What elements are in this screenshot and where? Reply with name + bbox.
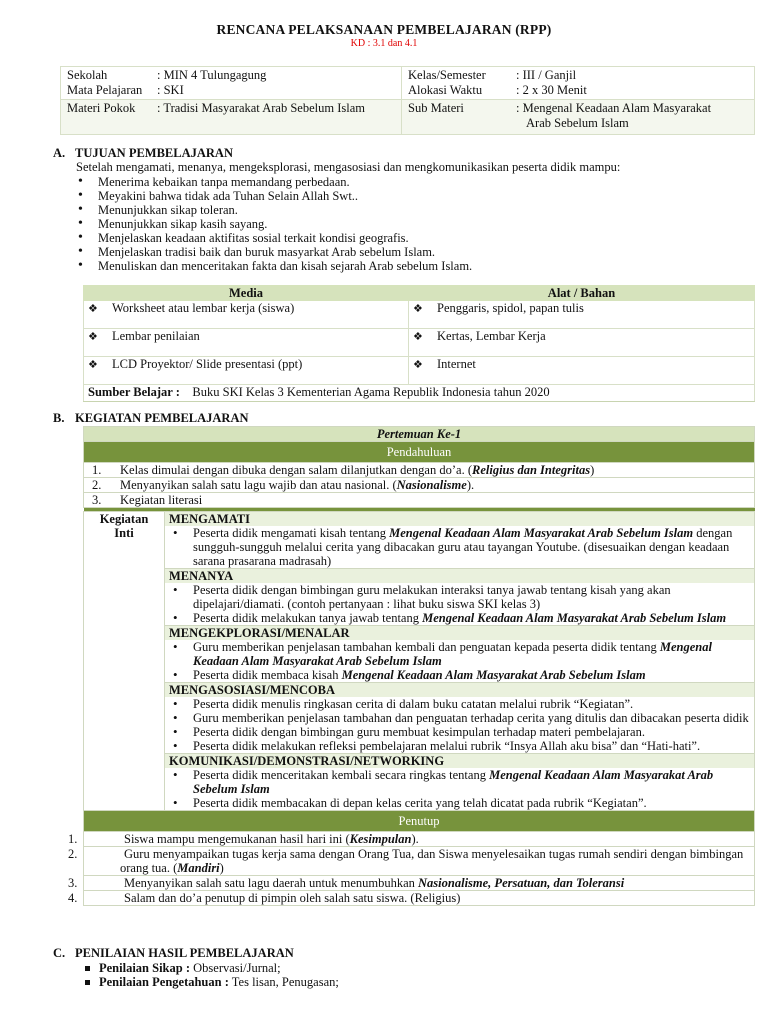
list-item: • Peserta didik menceritakan kembali secara ringkas tentang Mengenal Keadaan Alam Masyarakat Arab Sebelum Islam xyxy=(165,768,754,796)
mapel-value: : SKI xyxy=(157,83,184,97)
diamond-bullet-icon: ❖ xyxy=(88,303,98,315)
kegiatan-inti-content xyxy=(165,512,755,811)
alokasi-value: : 2 x 30 Menit xyxy=(516,83,587,97)
section-a-letter: A. xyxy=(53,146,66,160)
cell-text: Worksheet atau lembar kerja (siswa) xyxy=(112,301,295,315)
section-c-title: PENILAIAN HASIL PEMBELAJARAN xyxy=(75,946,294,960)
inti-label-1: Kegiatan xyxy=(99,512,149,526)
penutup-item-4: 4. Salam dan do’a penutup di pimpin oleh salah satu siswa. (Religius) xyxy=(84,891,755,906)
sumber-value: Buku SKI Kelas 3 Kementerian Agama Republik Indonesia tahun 2020 xyxy=(192,385,550,399)
penutup-item-1: 1. Siswa mampu mengemukanan hasil hari ini (Kesimpulan). xyxy=(84,832,755,847)
media-cell xyxy=(84,301,409,329)
sekolah-label: Sekolah xyxy=(67,68,108,82)
eksplorasi-list xyxy=(165,640,754,682)
diamond-bullet-icon: ❖ xyxy=(413,331,423,343)
materi-value: : Tradisi Masyarakat Arab Sebelum Islam xyxy=(157,101,365,115)
inti-label-2: Inti xyxy=(114,526,134,540)
cell-text: Penggaris, spidol, papan tulis xyxy=(437,301,584,315)
table-row xyxy=(84,357,755,385)
tujuan-list xyxy=(76,175,756,273)
media-cell xyxy=(84,357,409,385)
sub-label: Sub Materi xyxy=(408,101,464,115)
sub-value-1: : Mengenal Keadaan Alam Masyarakat xyxy=(516,101,712,115)
section-a-heading xyxy=(53,146,233,161)
stage-menanya: MENANYA xyxy=(165,568,754,583)
media-header: Media xyxy=(84,286,409,301)
section-a-title: TUJUAN PEMBELAJARAN xyxy=(75,146,233,160)
penilaian-pengetahuan: Penilaian Pengetahuan : Tes lisan, Penugasan; xyxy=(83,975,753,989)
list-item: • Peserta didik membaca kisah Mengenal Keadaan Alam Masyarakat Arab Sebelum Islam xyxy=(165,668,754,682)
penilaian-list xyxy=(83,961,753,989)
list-item: • Peserta didik melakukan tanya jawab tentang Mengenal Keadaan Alam Masyarakat Arab Sebelum Islam xyxy=(165,611,754,625)
kelas-value: : III / Ganjil xyxy=(516,68,577,82)
stage-komunikasi: KOMUNIKASI/DEMONSTRASI/NETWORKING xyxy=(165,753,754,768)
kd-subtitle: KD : 3.1 dan 4.1 xyxy=(350,38,418,49)
penutup-item-3: 3. Menyanyikan salah satu lagu daerah untuk menumbuhkan Nasionalisme, Persatuan, dan Toleransi xyxy=(84,876,755,891)
list-item: • Peserta didik membacakan di depan kelas cerita yang telah dicatat pada rubrik “Kegiatan”. xyxy=(165,796,754,810)
list-item: • Peserta didik menulis ringkasan cerita di dalam buku catatan melalui rubrik “Kegiatan”. xyxy=(165,697,754,711)
table-row xyxy=(84,329,755,357)
info-left-top xyxy=(61,67,402,100)
section-c-letter: C. xyxy=(53,946,66,960)
penilaian-sikap: Penilaian Sikap : Observasi/Jurnal; xyxy=(83,961,753,975)
list-item: • Guru memberikan penjelasan tambahan kembali dan penguatan kepada peserta didik tentang Mengenal Keadaan Alam Masyarakat Arab Sebelum Islam xyxy=(165,640,754,668)
materi-label: Materi Pokok xyxy=(67,101,136,115)
media-cell xyxy=(84,329,409,357)
pendahuluan-item: 3. Kegiatan literasi xyxy=(84,493,755,508)
section-c-heading xyxy=(53,946,294,961)
alat-header: Alat / Bahan xyxy=(409,286,755,301)
tujuan-item: • Meyakini bahwa tidak ada Tuhan Selain Allah Swt.. xyxy=(76,189,756,203)
penutup-item-2: 2. Guru menyampaikan tugas kerja sama dengan Orang Tua, dan Siswa menyelesaikan tugas rumah sendiri dengan bimbingan orang tua. (Mandiri) xyxy=(84,847,755,876)
identity-table xyxy=(60,66,755,135)
sumber-label: Sumber Belajar : xyxy=(88,385,180,399)
tujuan-item: • Menjelaskan tradisi baik dan buruk masyarkat Arab sebelum Islam. xyxy=(76,245,756,259)
info-right-bottom xyxy=(402,100,755,135)
mengamati-list xyxy=(165,526,754,568)
alat-cell xyxy=(409,301,755,329)
cell-text: Lembar penilaian xyxy=(112,329,200,343)
pendahuluan-item: 2. Menyanyikan salah satu lagu wajib dan atau nasional. (Nasionalisme). xyxy=(84,478,755,493)
alat-cell xyxy=(409,357,755,385)
tujuan-item: • Menjelaskan keadaan aktifitas sosial terkait kondisi geografis. xyxy=(76,231,756,245)
stage-mengamati: MENGAMATI xyxy=(165,512,754,526)
alat-cell xyxy=(409,329,755,357)
kegiatan-table xyxy=(68,426,755,906)
cell-text: Kertas, Lembar Kerja xyxy=(437,329,546,343)
media-table xyxy=(83,285,755,402)
tujuan-item: • Menuliskan dan menceritakan fakta dan kisah sejarah Arab sebelum Islam. xyxy=(76,259,756,273)
kelas-label: Kelas/Semester xyxy=(408,68,486,82)
tujuan-item: • Menerima kebaikan tanpa memandang perbedaan. xyxy=(76,175,756,189)
alokasi-label: Alokasi Waktu xyxy=(408,83,483,97)
pertemuan-label: Pertemuan Ke-1 xyxy=(84,427,755,442)
section-b-heading xyxy=(53,411,249,426)
sumber-belajar xyxy=(84,385,755,402)
mapel-label: Mata Pelajaran xyxy=(67,83,143,97)
list-item: • Peserta didik mengamati kisah tentang Mengenal Keadaan Alam Masyarakat Arab Sebelum Islam dengan sungguh-sungguh melalui cerita yang dibacakan guru atau tayangan Youtube. (disesuaikan dengan keadaan sarana prasarana madrasah) xyxy=(165,526,754,568)
asosiasi-list xyxy=(165,697,754,753)
table-row xyxy=(84,301,755,329)
stage-mengasosiasi: MENGASOSIASI/MENCOBA xyxy=(165,682,754,697)
list-item: • Peserta didik dengan bimbingan guru melakukan interaksi tanya jawab tentang kisah yang akan dipelajari/diamati. (contoh pertanyaan : lihat buku siswa SKI kelas 3) xyxy=(165,583,754,611)
list-item: • Peserta didik dengan bimbingan guru membuat kesimpulan terhadap materi pembelajaran. xyxy=(165,725,754,739)
cell-text: Internet xyxy=(437,357,476,371)
tujuan-intro: Setelah mengamati, menanya, mengeksplorasi, mengasosiasi dan mengkomunikasikan peserta didik mampu: xyxy=(76,160,621,174)
info-right-top xyxy=(402,67,755,100)
menanya-list xyxy=(165,583,754,625)
sekolah-value: : MIN 4 Tulungagung xyxy=(157,68,267,82)
pendahuluan-item: 1. Kelas dimulai dengan dibuka dengan salam dilanjutkan dengan do’a. (Religius dan Integritas) xyxy=(84,463,755,478)
diamond-bullet-icon: ❖ xyxy=(88,359,98,371)
section-b-letter: B. xyxy=(53,411,65,425)
stage-mengeksplorasi: MENGEKPLORASI/MENALAR xyxy=(165,625,754,640)
komunikasi-list xyxy=(165,768,754,810)
diamond-bullet-icon: ❖ xyxy=(413,359,423,371)
cell-text: LCD Proyektor/ Slide presentasi (ppt) xyxy=(112,357,303,371)
list-item: • Guru memberikan penjelasan tambahan dan penguatan terhadap cerita yang ditulis dan dibacakan peserta didik xyxy=(165,711,754,725)
document-title: RENCANA PELAKSANAAN PEMBELAJARAN (RPP) xyxy=(216,22,552,37)
pendahuluan-band: Pendahuluan xyxy=(84,442,755,463)
info-left-bottom xyxy=(61,100,402,135)
tujuan-item: • Menunjukkan sikap kasih sayang. xyxy=(76,217,756,231)
section-b-title: KEGIATAN PEMBELAJARAN xyxy=(75,411,249,425)
tujuan-item: • Menunjukkan sikap toleran. xyxy=(76,203,756,217)
sub-value-2: Arab Sebelum Islam xyxy=(526,116,629,130)
diamond-bullet-icon: ❖ xyxy=(88,331,98,343)
list-item: • Peserta didik melakukan refleksi pembelajaran melalui rubrik “Insya Allah aku bisa” dan “Hati-hati”. xyxy=(165,739,754,753)
kegiatan-inti-label xyxy=(84,512,165,811)
diamond-bullet-icon: ❖ xyxy=(413,303,423,315)
penutup-band: Penutup xyxy=(84,811,755,832)
